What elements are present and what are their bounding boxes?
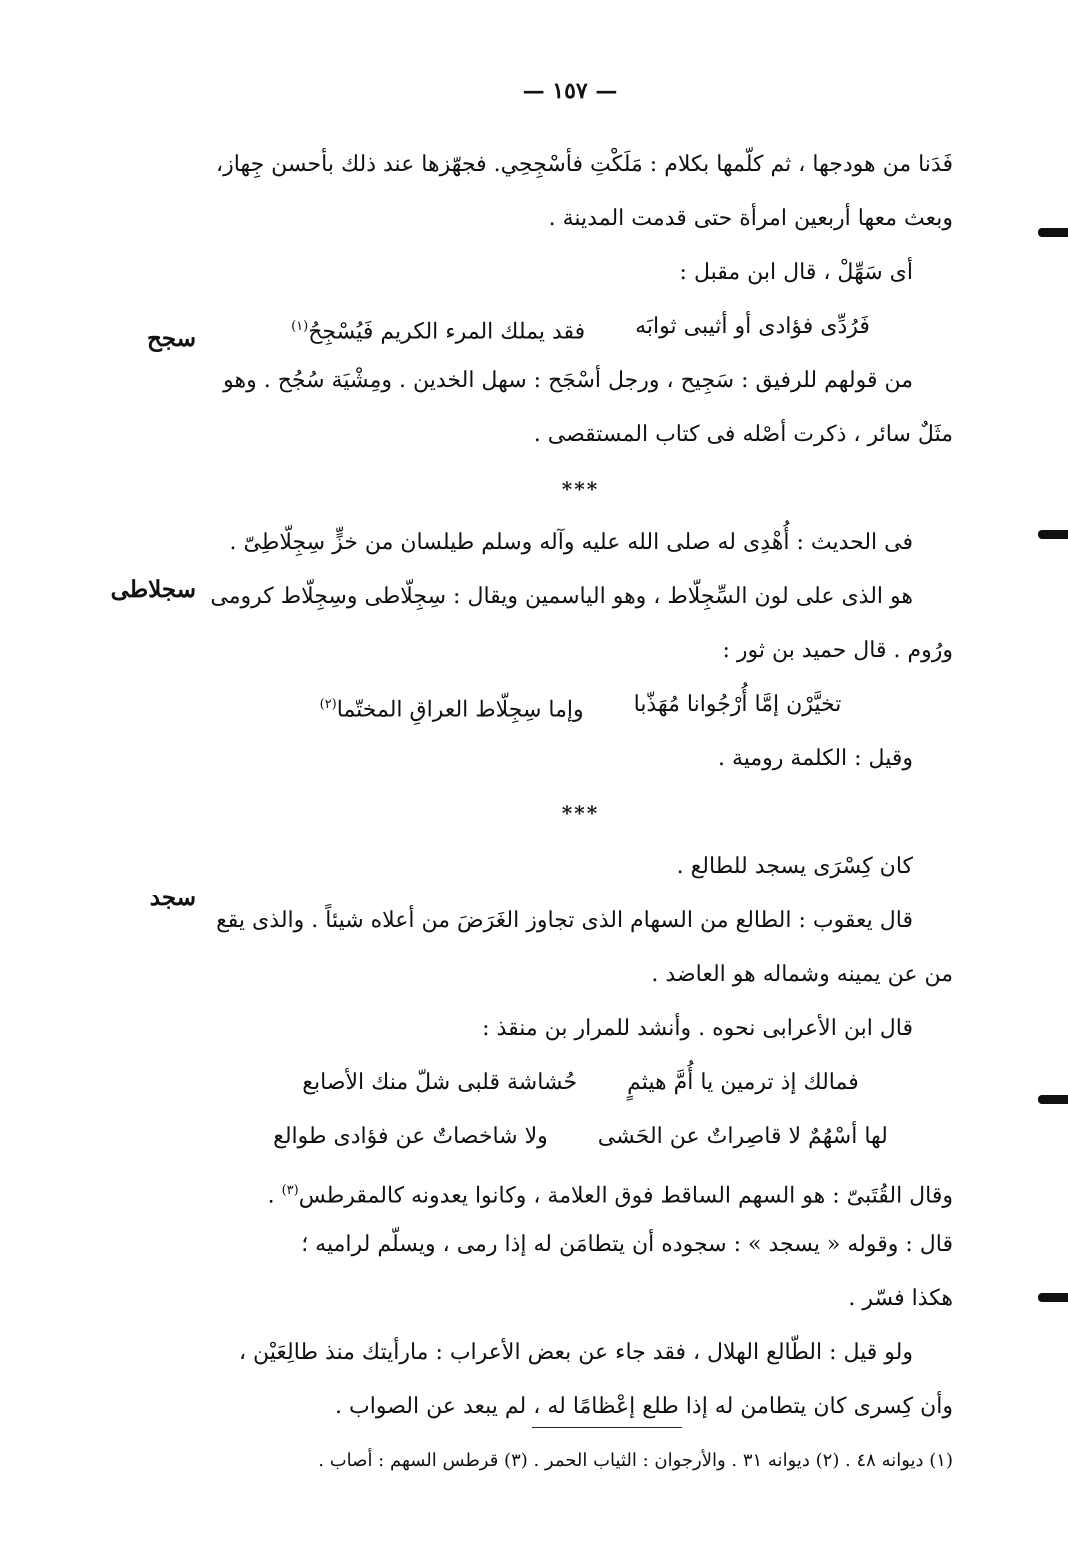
text-line: قال ابن الأعرابى نحوه . وأنشد للمرار بن منقذ : — [482, 1016, 913, 1041]
text-line: هكذا فسّر . — [848, 1286, 953, 1311]
text-line: كان كِسْرَى يسجد للطالع . — [676, 854, 913, 879]
section-separator: *** — [561, 477, 600, 501]
footnotes: (١) ديوانه ٤٨ . (٢) ديوانه ٣١ . والأرجوان : الثياب الحمر . (٣) قرطس السهم : أصاب . — [318, 1450, 953, 1471]
text-line: وقيل : الكلمة رومية . — [717, 746, 913, 771]
page-edge-mark — [1038, 228, 1068, 237]
footnote-marker: (٣) — [281, 1183, 299, 1198]
text-line: قال : وقوله « يسجد » : سجوده أن يتطامَن له إذا رمى ، ويسلّم لراميه ؛ — [301, 1232, 953, 1257]
page-edge-mark — [1038, 1293, 1068, 1302]
verse-hemistich-first: فَرُدِّى فؤادى أو أثيبى ثوابَه — [635, 314, 870, 339]
text-line: فَدَنا من هودجها ، ثم كلّمها بكلام : مَلَكْتِ فأسْجِحِي. فجهّزها عند ذلك بأحسن جِهاز، — [216, 152, 953, 177]
footnote-marker: (١) — [291, 319, 309, 334]
verse-line — [208, 1110, 953, 1164]
footnote-marker: (٢) — [319, 697, 337, 712]
verse-hemistich-first: فمالك إذ ترمين يا أُمَّ هيثمٍ — [627, 1070, 859, 1095]
text-line: قال يعقوب : الطالع من السهام الذى تجاوز الغَرَضَ من أعلاه شيئاً . والذى يقع — [216, 908, 913, 933]
verse-hemistich-second: حُشاشة قلبى شلّ منك الأصابع — [302, 1070, 578, 1095]
margin-heading: سجلاطى — [110, 576, 196, 603]
text-line: ولو قيل : الطّالع الهلال ، فقد جاء عن بعض الأعراب : مارأيتك منذ طالِعَيْن ، — [238, 1340, 913, 1365]
verse-line — [208, 678, 953, 732]
margin-heading: سجد — [149, 884, 196, 911]
verse-line — [208, 300, 953, 354]
text-line: من قولهم للرفيق : سَجِيح ، ورجل أسْجَح : سهل الخدين . ومِشْيَة سُجُح . وهو — [223, 368, 913, 393]
section-separator: *** — [561, 801, 600, 825]
text-line: فى الحديث : أُهْدِى له صلى الله عليه وآله وسلم طيلسان من خزٍّ سِجِلّاطِىّ . — [229, 530, 913, 555]
verse-hemistich-second: ولا شاخصاتٌ عن فؤادى طوالع — [273, 1124, 548, 1149]
text-line: هو الذى على لون السِّجِلّاط ، وهو الياسمين ويقال : سِجِلّاطى وسِجِلّاط كرومى — [210, 584, 913, 609]
text-line: أى سَهِّلْ ، قال ابن مقبل : — [679, 260, 913, 285]
text-line: من عن يمينه وشماله هو العاضد . — [651, 962, 953, 987]
page-edge-mark — [1038, 1095, 1068, 1104]
verse-hemistich-first: لها أسْهُمٌ لا قاصِراتٌ عن الحَشى — [597, 1124, 888, 1149]
footnote-divider — [532, 1427, 682, 1428]
text-line: ورُوم . قال حميد بن ثور : — [722, 638, 953, 663]
verse-hemistich-second: وإما سِجِلّاط العراقِ المختّما$^{(٢)}$ — [319, 697, 584, 723]
margin-heading: سجح — [147, 325, 196, 352]
main-text — [208, 138, 953, 1434]
text-line: وقال القُتَبىّ : هو السهم الساقط فوق العلامة ، وكانوا يعدونه كالمقرطس$^{(٣)}$ . — [267, 1183, 953, 1209]
page-edge-mark — [1038, 530, 1068, 539]
verse-line — [208, 1056, 953, 1110]
page-number: — ١٥٧ — — [522, 78, 618, 104]
verse-hemistich-second: فقد يملك المرء الكريم فَيُسْجِحُ$^{(١)}$ — [291, 319, 586, 345]
verse-hemistich-first: تخيَّرْن إمَّا أُرْجُوانا مُهَذّبا — [633, 692, 842, 717]
text-line: وأن كِسرى كان يتطامن له إذا طلع إعْظامًا له ، لم يبعد عن الصواب . — [335, 1394, 953, 1419]
text-line: مثَلٌ سائر ، ذكرت أصْله فى كتاب المستقصى . — [533, 422, 953, 447]
text-line: وبعث معها أربعين امرأة حتى قدمت المدينة . — [548, 206, 953, 231]
